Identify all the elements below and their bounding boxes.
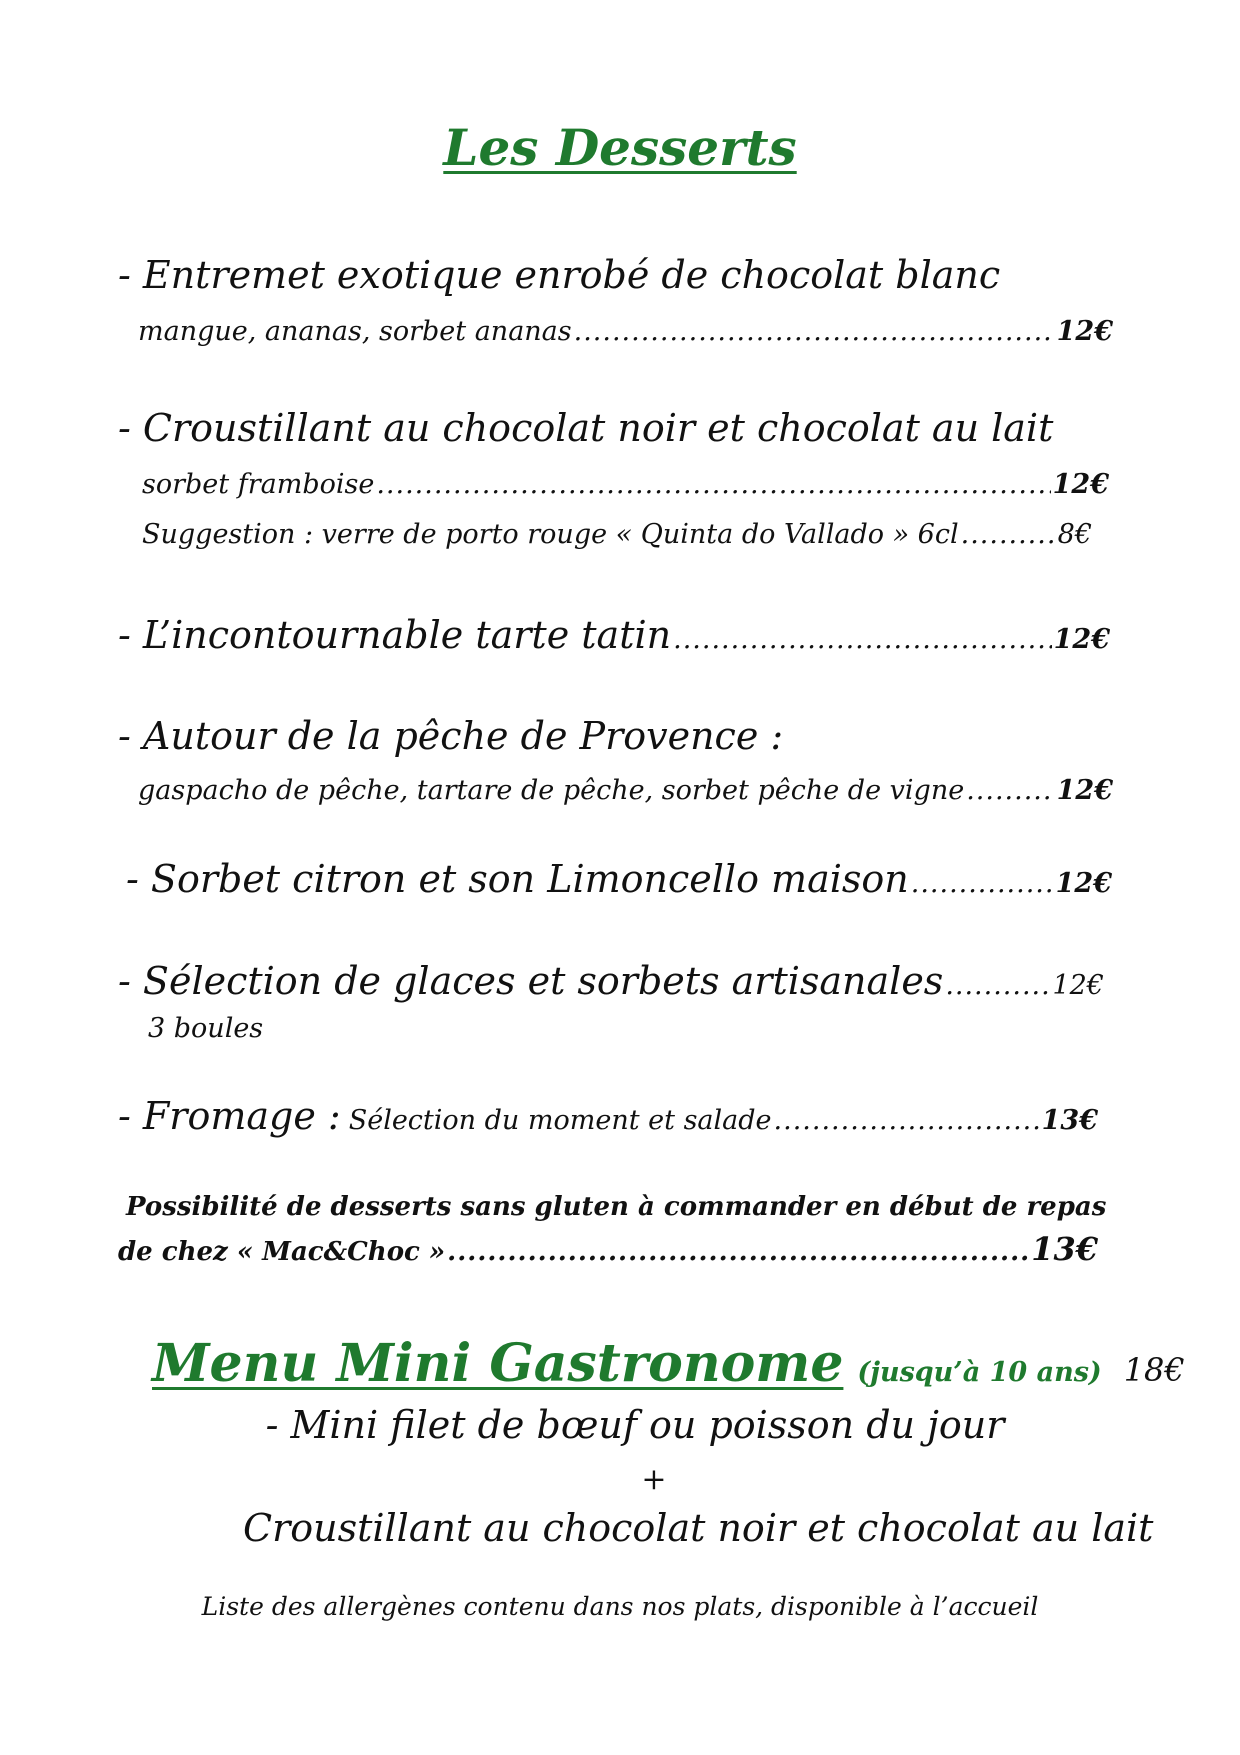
dessert-price-3: 12€ <box>1053 624 1110 655</box>
dot-leader <box>774 1104 1040 1138</box>
dessert-name-7: - Fromage : <box>118 1094 341 1138</box>
dessert-name-2: - Croustillant au chocolat noir et chocolat au lait <box>118 406 1054 450</box>
dessert-detail-1: mangue, ananas, sorbet ananas <box>138 316 572 347</box>
dessert-line-6 <box>118 958 1104 1004</box>
dessert-name-4: - Autour de la pêche de Provence : <box>118 714 784 758</box>
dessert-line-3 <box>118 612 1110 658</box>
suggestion-price: 8€ <box>1057 519 1092 550</box>
dessert-price-1: 12€ <box>1056 316 1113 347</box>
dessert-price-4: 12€ <box>1056 775 1113 806</box>
dot-leader <box>911 867 1054 901</box>
dessert-detail-4: gaspacho de pêche, tartare de pêche, sorbet pêche de vigne <box>138 775 965 806</box>
kids-menu-price: 18€ <box>1123 1351 1185 1389</box>
dessert-price-7: 13€ <box>1041 1105 1098 1136</box>
dessert-line-2 <box>142 468 1109 502</box>
dessert-detail-6: 3 boules <box>148 1013 264 1044</box>
dessert-name-5: - Sorbet citron et son Limoncello maison <box>126 857 909 901</box>
dessert-line-5 <box>126 856 1112 902</box>
kids-menu-age: (jusqu’à 10 ans) <box>857 1357 1102 1388</box>
dessert-line-1 <box>138 315 1113 349</box>
gluten-free-note: Possibilité de desserts sans gluten à commander en début de repas <box>126 1192 1107 1222</box>
dot-leader <box>966 774 1054 808</box>
dessert-price-5: 12€ <box>1055 868 1112 899</box>
allergens-note: Liste des allergènes contenu dans nos plats, disponible à l’accueil <box>201 1592 1039 1621</box>
kids-menu-title: Menu Mini Gastronome <box>152 1333 844 1394</box>
dessert-name-6: - Sélection de glaces et sorbets artisanales <box>118 959 944 1003</box>
dot-leader <box>447 1232 1029 1272</box>
dessert-detail-7: Sélection du moment et salade <box>348 1105 772 1136</box>
dessert-price-6: 12€ <box>1052 970 1104 1001</box>
dot-leader <box>945 969 1050 1003</box>
dessert-detail-2: sorbet framboise <box>142 469 375 500</box>
suggestion-text: Suggestion : verre de porto rouge « Quinta do Vallado » 6cl <box>142 519 959 550</box>
dessert-line-4 <box>138 774 1113 808</box>
kids-menu-main: - Mini filet de bœuf ou poisson du jour <box>265 1403 1005 1447</box>
gluten-free-supplier: de chez « Mac&Choc » <box>118 1237 446 1267</box>
dessert-name-1: - Entremet exotique enrobé de chocolat blanc <box>118 253 1001 297</box>
kids-menu-plus: + <box>641 1462 667 1497</box>
dessert-line-7 <box>118 1093 1098 1139</box>
dessert-name-3: - L’incontournable tarte tatin <box>118 613 672 657</box>
kids-menu-header <box>152 1333 1185 1394</box>
dot-leader <box>376 468 1050 502</box>
gluten-free-price: 13€ <box>1031 1230 1098 1268</box>
dot-leader <box>574 315 1055 349</box>
gluten-free-line <box>118 1229 1098 1272</box>
page-title: Les Desserts <box>443 118 797 177</box>
kids-menu-dessert: Croustillant au chocolat noir et chocolat au lait <box>243 1506 1154 1550</box>
suggestion-line <box>142 518 1092 552</box>
dot-leader <box>673 623 1052 657</box>
dot-leader <box>961 518 1056 552</box>
dessert-price-2: 12€ <box>1052 469 1109 500</box>
